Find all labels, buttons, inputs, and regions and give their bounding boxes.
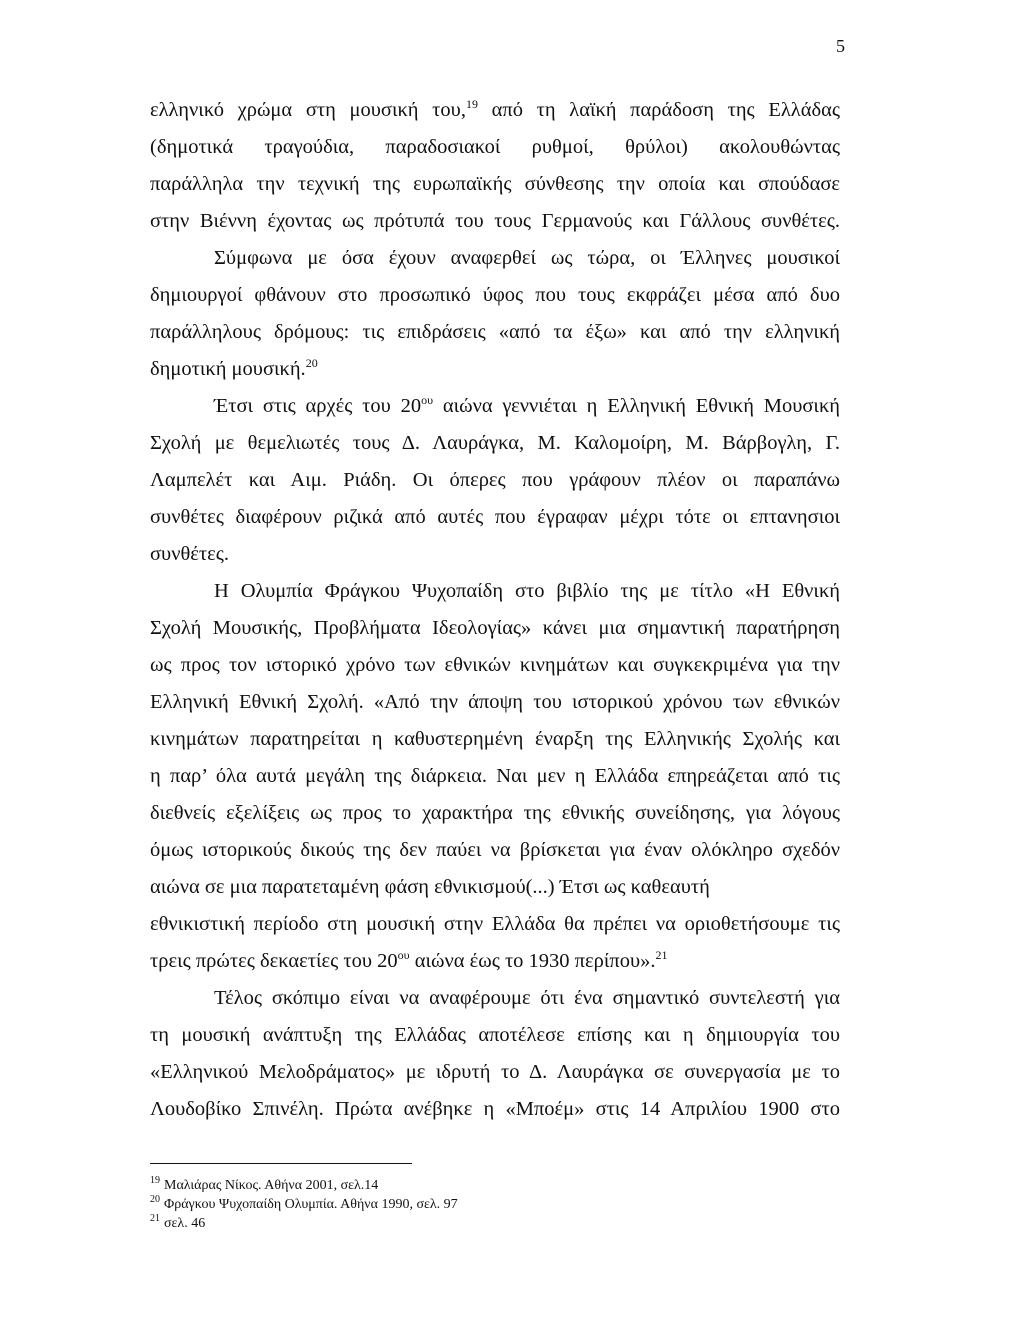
ordinal-suffix: ου bbox=[421, 393, 434, 407]
footnote: $^{19}$ Μαλιάρας Νίκος. Αθήνα 2001, σελ.14 bbox=[150, 1175, 379, 1193]
text-line: παράλληλους δρόμους: τις επιδράσεις «από τα έξω» και από την ελληνική bbox=[150, 321, 840, 343]
text-line: όμως ιστορικούς δικούς της δεν παύει να βρίσκεται για έναν ολόκληρο σχεδόν bbox=[150, 839, 840, 861]
body-text bbox=[150, 92, 840, 1128]
text-line: αιώνα σε μια παρατεταμένη φάση εθνικισμού(...) Έτσι ως καθεαυτή bbox=[150, 876, 710, 898]
text-line: Σχολή με θεμελιωτές τους Δ. Λαυράγκα, Μ. Καλομοίρη, Μ. Βάρβογλη, Γ. bbox=[150, 432, 840, 454]
footnote-ref: 19 bbox=[465, 97, 478, 111]
footnote-mark: 19 bbox=[150, 1175, 160, 1186]
text-line: Σύμφωνα με όσα έχουν αναφερθεί ως τώρα, οι Έλληνες μουσικοί bbox=[214, 247, 840, 269]
footnote-ref: 20 bbox=[305, 356, 318, 370]
footnote-mark: 20 bbox=[150, 1194, 160, 1205]
text-line: Ελληνική Εθνική Σχολή. «Από την άποψη του ιστορικού χρόνου των εθνικών bbox=[150, 691, 840, 713]
text-line: (δημοτικά τραγούδια, παραδοσιακοί ρυθμοί, θρύλοι) ακολουθώντας bbox=[150, 136, 840, 158]
footnote-ref: 21 bbox=[655, 948, 668, 962]
text-line: Λουδοβίκο Σπινέλη. Πρώτα ανέβηκε η «Μποέμ» στις 14 Απριλίου 1900 στο bbox=[150, 1098, 840, 1120]
text-line: Σχολή Μουσικής, Προβλήματα Ιδεολογίας» κάνει μια σημαντική παρατήρηση bbox=[150, 617, 840, 639]
text-line: δημιουργοί φθάνουν στο προσωπικό ύφος που τους εκφράζει μέσα από δυο bbox=[150, 284, 840, 306]
text-line: ως προς τον ιστορικό χρόνο των εθνικών κινημάτων και συγκεκριμένα για την bbox=[150, 654, 840, 676]
text-line: δημοτική μουσική.$^{20}$ bbox=[150, 356, 318, 380]
page-number: 5 bbox=[836, 36, 845, 56]
text-line: ελληνικό χρώμα στη μουσική του,$^{19}$ από τη λαϊκή παράδοση της Ελλάδας bbox=[150, 97, 840, 121]
text-line: παράλληλα την τεχνική της ευρωπαϊκής σύνθεσης την οποία και σπούδασε bbox=[150, 173, 840, 195]
text-line: η παρ’ όλα αυτά μεγάλη της διάρκεια. Ναι μεν η Ελλάδα επηρεάζεται από τις bbox=[150, 765, 840, 787]
text-line: τρεις πρώτες δεκαετίες του $20^{o\upsilon}$ αιώνα έως το 1930 περίπου».$^{21}$ bbox=[150, 948, 668, 972]
footnote-separator bbox=[150, 1163, 412, 1164]
footnote-mark: 21 bbox=[150, 1213, 160, 1224]
ordinal-suffix: ου bbox=[397, 948, 410, 962]
text-line: κινημάτων παρατηρείται η καθυστερημένη έναρξη της Ελληνικής Σχολής και bbox=[150, 728, 840, 750]
text-line: συνθέτες διαφέρουν ριζικά από αυτές που έγραφαν μέχρι τότε οι επτανησιοι bbox=[150, 506, 840, 528]
text-line: τη μουσική ανάπτυξη της Ελλάδας αποτέλεσε επίσης και η δημιουργία του bbox=[150, 1024, 840, 1046]
text-line: Τέλος σκόπιμο είναι να αναφέρουμε ότι ένα σημαντικό συντελεστή για bbox=[214, 987, 840, 1009]
text-line: εθνικιστική περίοδο στη μουσική στην Ελλάδα θα πρέπει να οριοθετήσουμε τις bbox=[150, 913, 840, 935]
footnotes bbox=[150, 1176, 840, 1233]
footnote: $^{21}$ σελ. 46 bbox=[150, 1213, 206, 1231]
text-line: Έτσι στις αρχές του $20^{o\upsilon}$ αιώνα γεννιέται η Ελληνική Εθνική Μουσική bbox=[214, 393, 840, 417]
text-line: Η Ολυμπία Φράγκου Ψυχοπαίδη στο βιβλίο της με τίτλο «Η Εθνική bbox=[214, 580, 840, 602]
text-line: Λαμπελέτ και Αιμ. Ριάδη. Οι όπερες που γράφουν πλέον οι παραπάνω bbox=[150, 469, 840, 491]
text-line: συνθέτες. bbox=[150, 543, 229, 565]
text-line: διεθνείς εξελίξεις ως προς το χαρακτήρα της εθνικής συνείδησης, για λόγους bbox=[150, 802, 840, 824]
text-line: στην Βιέννη έχοντας ως πρότυπά του τους Γερμανούς και Γάλλους συνθέτες. bbox=[150, 210, 840, 232]
footnote: $^{20}$ Φράγκου Ψυχοπαίδη Ολυμπία. Αθήνα 1990, σελ. 97 bbox=[150, 1194, 458, 1212]
text-line: «Ελληνικού Μελοδράματος» με ιδρυτή το Δ. Λαυράγκα σε συνεργασία με το bbox=[150, 1061, 840, 1083]
